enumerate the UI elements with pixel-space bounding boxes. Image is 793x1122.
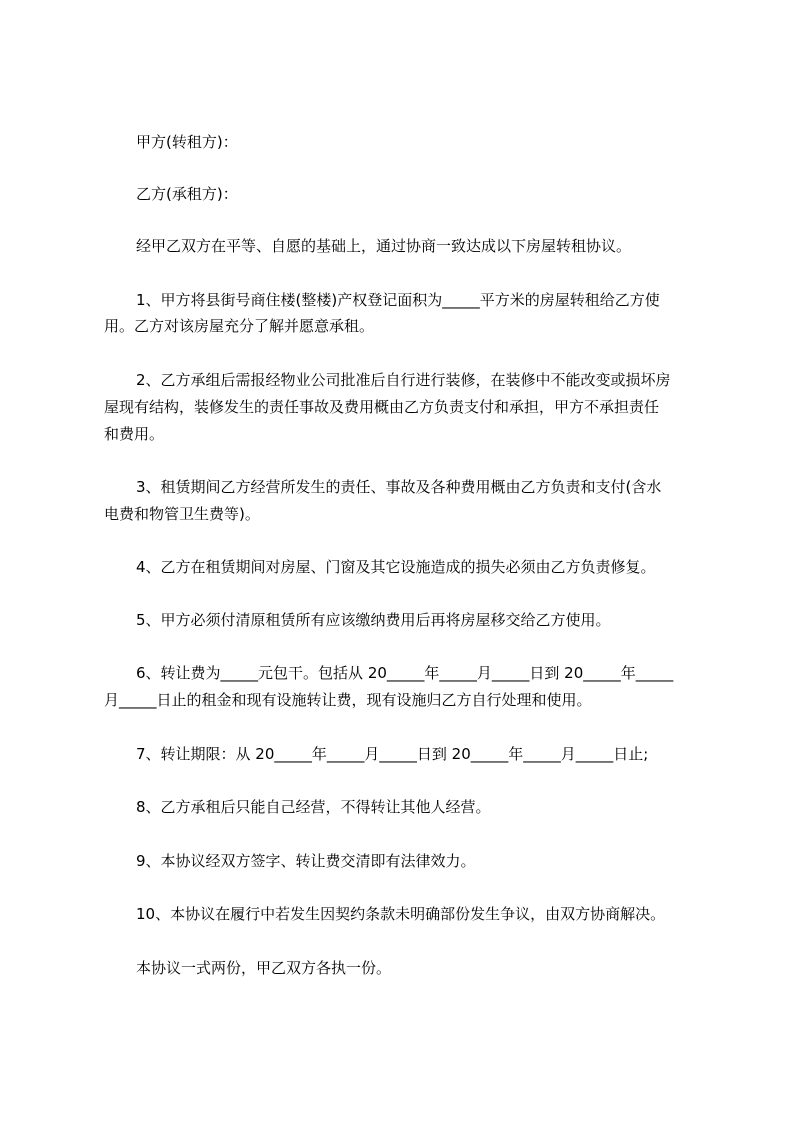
clause-5: 5、甲方必须付清原租赁所有应该缴纳费用后再将房屋移交给乙方使用。 bbox=[136, 611, 611, 629]
clause-2-line-2: 屋现有结构，装修发生的责任事故及费用概由乙方负责支付和承担，甲方不承担责任 bbox=[104, 398, 660, 416]
closing-line: 本协议一式两份，甲乙双方各执一份。 bbox=[136, 959, 392, 977]
clause-6-line-2: 月_____日止的租金和现有设施转让费，现有设施归乙方自行处理和使用。 bbox=[104, 691, 592, 709]
clause-4: 4、乙方在租赁期间对房屋、门窗及其它设施造成的损失必须由乙方负责修复。 bbox=[136, 558, 656, 576]
intro-paragraph: 经甲乙双方在平等、自愿的基础上，通过协商一致达成以下房屋转租协议。 bbox=[136, 237, 632, 255]
clause-10: 10、本协议在履行中若发生因契约条款未明确部份发生争议，由双方协商解决。 bbox=[136, 905, 666, 923]
clause-7: 7、转让期限：从 20_____年_____月_____日到 20_____年_____月_____日止; bbox=[136, 745, 649, 763]
clause-2-line-1: 2、乙方承组后需报经物业公司批准后自行进行装修，在装修中不能改变或损坏房 bbox=[136, 371, 671, 389]
clause-1-line-2: 用。乙方对该房屋充分了解并愿意承租。 bbox=[104, 317, 375, 335]
clause-1-line-1: 1、甲方将县街号商住楼(整楼)产权登记面积为_____平方米的房屋转租给乙方使 bbox=[136, 291, 660, 309]
clause-3-line-2: 电费和物管卫生费等)。 bbox=[104, 505, 260, 523]
clause-2-line-3: 和费用。 bbox=[104, 425, 165, 443]
clause-3-line-1: 3、租赁期间乙方经营所发生的责任、事故及各种费用概由乙方负责和支付(含水 bbox=[136, 478, 662, 496]
party-a-line: 甲方(转租方)： bbox=[136, 133, 238, 151]
clause-8: 8、乙方承租后只能自己经营，不得转让其他人经营。 bbox=[136, 798, 491, 816]
clause-9: 9、本协议经双方签字、转让费交清即有法律效力。 bbox=[136, 852, 476, 870]
clause-6-line-1: 6、转让费为_____元包干。包括从 20_____年_____月_____日到 20_____年_____ bbox=[136, 664, 674, 682]
party-b-line: 乙方(承租方)： bbox=[136, 185, 238, 203]
